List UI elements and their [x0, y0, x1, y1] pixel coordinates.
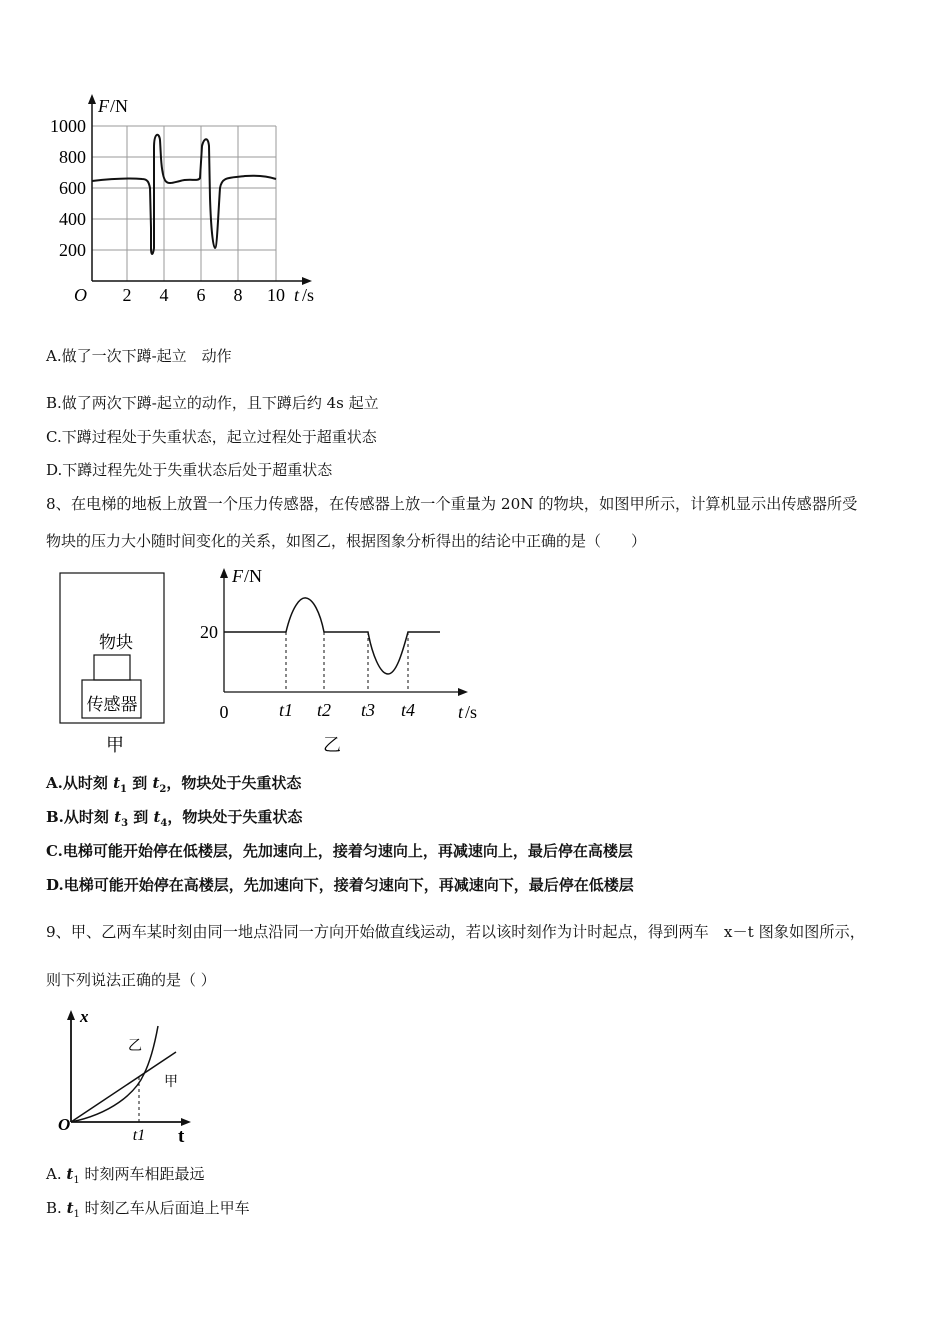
curve-yi-label: 乙	[128, 1039, 142, 1054]
y-tick-label: 200	[59, 240, 86, 260]
y-tick-label: 400	[59, 209, 86, 229]
force-time-graph-1	[30, 88, 330, 313]
q8-option-d: D.电梯可能开始停在高楼层，先加速向下，接着匀速向下，再减速向下，最后停在低楼层	[46, 876, 634, 894]
q9-stem-line2: 则下列说法正确的是（ ）	[46, 971, 216, 989]
level-label: 20	[200, 622, 218, 642]
q8-stem-line2: 物块的压力大小随时间变化的关系，如图乙，根据图象分析得出的结论中正确的是（ ）	[46, 532, 647, 550]
t1-label: t1	[278, 700, 294, 720]
force-time-graph-2	[192, 562, 492, 757]
x-tick-label: 4	[159, 285, 169, 305]
x-axis-label: t	[178, 1126, 185, 1147]
y-axis-label-var: F	[98, 96, 109, 116]
x-axis-label-var: t	[294, 285, 300, 305]
origin-label: O	[74, 285, 87, 305]
y-axis-arrow	[220, 568, 228, 578]
y-axis-arrow	[67, 1010, 75, 1020]
curve-jia-label: 甲	[164, 1075, 178, 1090]
block-box	[94, 655, 130, 680]
x-axis-arrow	[302, 277, 312, 285]
x-tick-label: 2	[122, 285, 132, 305]
q9-stem-line1: 9、甲、乙两车某时刻由同一地点沿同一方向开始做直线运动，若以该时刻作为计时起点，得到两车 x－t 图象如图所示，	[46, 923, 865, 941]
x-tick-label: 6	[196, 285, 206, 305]
y-axis-label-var: F	[232, 566, 243, 586]
position-time-graph	[50, 1004, 200, 1149]
y-tick-label: 800	[59, 147, 86, 167]
q8-option-b: B.从时刻 $t_3$ 到 $t_4$，物块处于失重状态	[46, 808, 303, 829]
y-axis-label-unit: /N	[244, 566, 262, 586]
q8-option-a: A.从时刻 $t_1$ 到 $t_2$，物块处于失重状态	[46, 774, 302, 795]
block-label: 物块	[99, 633, 133, 652]
time-markers	[286, 632, 408, 692]
origin-label: 0	[219, 702, 229, 722]
x-tick-label: 8	[233, 285, 243, 305]
curve-yi	[71, 1026, 158, 1122]
x-axis-label-var: t	[458, 702, 464, 722]
y-tick-label: 1000	[50, 116, 86, 136]
x-axis-arrow	[181, 1118, 191, 1126]
q7-option-d: D.下蹲过程先处于失重状态后处于超重状态	[46, 461, 333, 479]
q9-option-b: B. $t_1$ 时刻乙车从后面追上甲车	[46, 1199, 250, 1220]
q8-option-c: C.电梯可能开始停在低楼层，先加速向上，接着匀速向上，再减速向上，最后停在高楼层	[46, 842, 633, 860]
q7-option-b: B.做了两次下蹲-起立的动作，且下蹲后约 4s 起立	[46, 394, 379, 412]
q9-option-a: A. $t_1$ 时刻两车相距最远	[46, 1165, 205, 1186]
y-tick-label: 600	[59, 178, 86, 198]
x-tick-label: 10	[267, 285, 285, 305]
y-axis-label-unit: /N	[110, 96, 128, 116]
figure-caption-yi: 乙	[323, 735, 341, 755]
force-curve	[92, 135, 276, 254]
x-axis-label-unit: /s	[465, 702, 478, 722]
grid	[92, 126, 276, 281]
elevator-diagram	[55, 568, 170, 758]
q7-option-c: C.下蹲过程处于失重状态，起立过程处于超重状态	[46, 428, 377, 446]
origin-label: O	[58, 1115, 71, 1134]
x-axis-label-unit: /s	[302, 285, 315, 305]
t2-label: t2	[316, 700, 332, 720]
q7-option-a: A.做了一次下蹲-起立 动作	[46, 347, 232, 365]
y-axis-arrow	[88, 94, 96, 104]
y-axis-label: x	[80, 1007, 89, 1026]
figure-caption-jia: 甲	[106, 735, 124, 755]
t3-label: t3	[360, 700, 376, 720]
t1-label: t1	[132, 1127, 146, 1144]
curve-jia	[71, 1052, 176, 1122]
q8-stem-line1: 8、在电梯的地板上放置一个压力传感器，在传感器上放一个重量为 20N 的物块，如图甲所示，计算机显示出传感器所受	[46, 495, 858, 513]
sensor-label: 传感器	[86, 695, 138, 714]
x-axis-arrow	[458, 688, 468, 696]
t4-label: t4	[400, 700, 416, 720]
